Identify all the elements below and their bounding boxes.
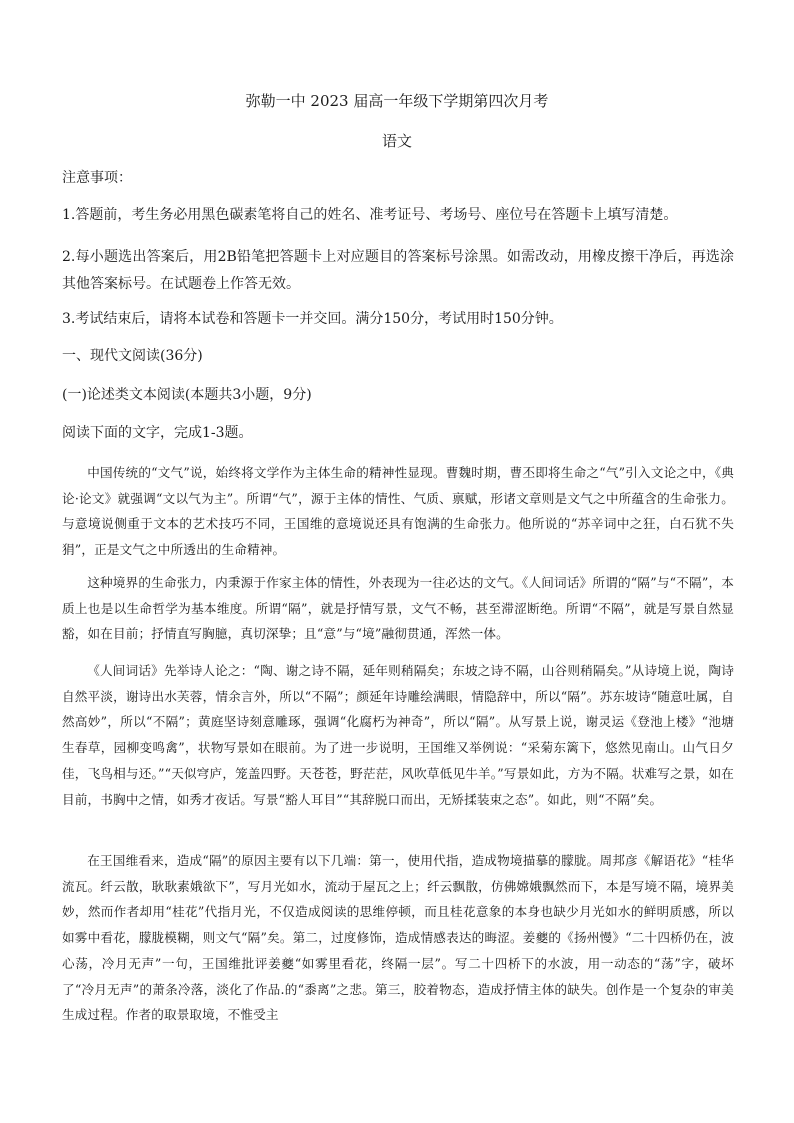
passage-paragraph-2: 这种境界的生命张力，内秉源于作家主体的情性，外表现为一往必达的文气。《人间词话》所谓的“隔”与“不隔”，本质上也是以生命哲学为基本维度。所谓“隔”，就是抒情写景，文气不畅，甚至滞涩断绝。所谓“不隔”，就是写景自然显豁，如在目前；抒情直写胸臆，真切深挚；且“意”与“境”融彻贯通，浑然一体。 xyxy=(62,575,734,642)
notice-item-2: 2.每小题选出答案后，用2B铅笔把答题卡上对应题目的答案标号涂黑。如需改动，用橡皮擦干净后，再选涂其他答案标号。在试题卷上作答无效。 xyxy=(62,249,734,292)
section-instruction: 阅读下面的文字，完成1-3题。 xyxy=(62,425,253,441)
notice-heading: 注意事项： xyxy=(62,170,132,186)
subject-title: 语文 xyxy=(381,132,412,150)
passage-paragraph-4: 在王国维看来，造成“隔”的原因主要有以下几端：第一，使用代指，造成物境描摹的朦胧。周邦彦《解语花》“桂华流瓦。纤云散，耿耿素娥欲下”，写月光如水，流动于屋瓦之上；纤云飘散，仿佛嫦娥飘然而下，本是写境不隔，境界美妙，然而作者却用“桂花”代指月光，不仅造成阅读的思维停顿，而且桂花意象的本身也缺少月光如水的鲜明质感，所以如雾中看花，朦胧模糊，则文气“隔”矣。第二，过度修饰，造成情感表达的晦涩。姜夔的《扬州慢》“二十四桥仍在，波心荡，冷月无声”一句，王国维批评姜夔“如雾里看花，终隔一层”。写二十四桥下的水波，用一动态的“荡”字，破坏了“冷月无声”的萧条冷落，淡化了作品.的“黍离”之悲。第三，胶着物态，造成抒情主体的缺失。创作是一个复杂的审美生成过程。作者的取景取境，不惟受主 xyxy=(62,853,734,1023)
section-heading: 一、现代文阅读(36分) xyxy=(62,348,203,364)
section-subheading: (一)论述类文本阅读(本题共3小题，9分) xyxy=(62,387,312,403)
passage-paragraph-3: 《人间词话》先举诗人论之：“陶、谢之诗不隔，延年则稍隔矣；东坡之诗不隔，山谷则稍隔矣。”从诗境上说，陶诗自然平淡，谢诗出水芙蓉，情余言外，所以“不隔”；颜延年诗雕绘满眼，情隐辞中，所以“隔”。苏东坡诗“随意吐属，自然高妙”，所以“不隔”；黄庭坚诗刻意雕琢，强调“化腐朽为神奇”，所以“隔”。从写景上说，谢灵运《登池上楼》“池塘生春草，园柳变鸣禽”，状物写景如在眼前。为了进一步说明，王国维又举例说：“采菊东篱下，悠然见南山。山气日夕佳，飞鸟相与还。”“天似穹庐，笼盖四野。天苍苍，野茫茫，风吹草低见牛羊。”写景如此，方为不隔。状难写之景，如在目前，书胸中之情，如秀才夜话。写景“豁人耳目”“其辞脱口而出，无矫揉装束之态”。如此，则“不隔”矣。 xyxy=(62,663,734,807)
exam-title: 弥勒一中 2023 届高一年级下学期第四次月考 xyxy=(245,92,549,110)
notice-item-3: 3.考试结束后，请将本试卷和答题卡一并交回。满分150分，考试用时150分钟。 xyxy=(62,311,563,327)
passage-paragraph-1: 中国传统的“文气”说，始终将文学作为主体生命的精神性显现。曹魏时期，曹丕即将生命之“气”引入文论之中，《典论·论文》就强调“文以气为主”。所谓“气”，源于主体的情性、气质、禀赋，形诸文章则是文气之中所蕴含的生命张力。与意境说侧重于文本的艺术技巧不同，王国维的意境说还具有饱满的生命张力。他所说的“苏辛词中之狂，白石犹不失狷”，正是文气之中所透出的生命精神。 xyxy=(62,465,734,558)
notice-item-1: 1.答题前，考生务必用黑色碳素笔将自己的姓名、准考证号、考场号、座位号在答题卡上填写清楚。 xyxy=(62,207,678,223)
